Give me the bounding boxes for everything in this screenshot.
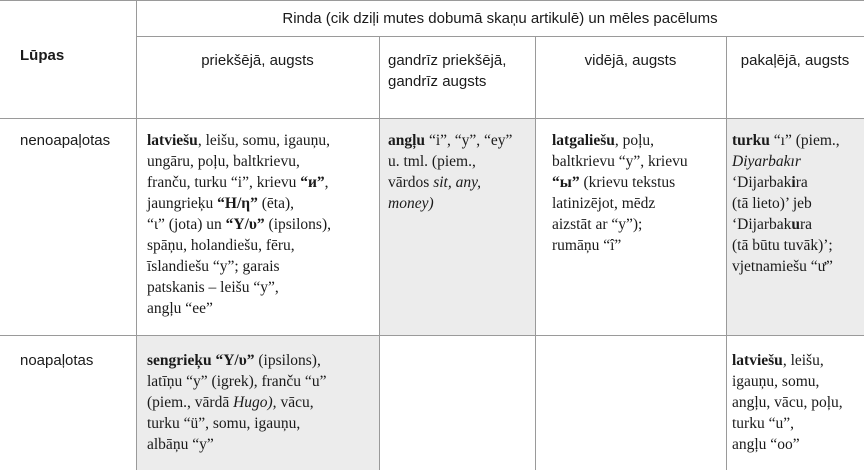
text-segment: angļu “oo” [732, 436, 800, 453]
text-segment: vjetnamiešu “ư” [732, 258, 833, 275]
cell-text-line [732, 256, 862, 277]
text-segment: ‘Dijarbak [732, 216, 792, 233]
text-segment: latgaliešu [552, 132, 615, 149]
grid-line [0, 0, 864, 1]
cell-text-line [732, 434, 862, 455]
text-segment: (tā lieto)’ jeb [732, 195, 812, 212]
cell-text-line [147, 256, 377, 277]
cell-text-line [552, 235, 724, 256]
cell-text-line [732, 151, 862, 172]
text-segment: “Υ/υ” [225, 216, 265, 233]
text-segment: Hugo), [233, 394, 277, 411]
cell-text-line [388, 130, 534, 151]
cell-text-line [147, 298, 377, 319]
cell-text-line [147, 371, 377, 392]
cell-text-line [147, 350, 377, 371]
text-segment: u [791, 216, 801, 233]
cell-text-line [388, 193, 534, 214]
text-segment: ungāru, poļu, baltkrievu, [147, 153, 300, 170]
text-segment: angļu, vācu, poļu, [732, 394, 843, 411]
text-segment: albāņu “y” [147, 436, 214, 453]
text-segment: latviešu [732, 352, 783, 369]
text-segment: ‘Dijarbak [732, 174, 792, 191]
text-segment: money) [388, 195, 434, 212]
cell-text-line [732, 413, 862, 434]
text-segment: , leišu, somu, igauņu, [197, 132, 330, 149]
text-segment: vārdos [388, 174, 434, 191]
text-segment: īslandiešu “y”; garais [147, 258, 280, 275]
text-segment: i [791, 174, 796, 191]
cell-text-line [388, 172, 534, 193]
text-segment: angļu [388, 132, 426, 149]
cell-unrounded-front [147, 130, 377, 319]
column-header-central: vidējā, augsts [584, 52, 677, 69]
cell-text-line [732, 392, 862, 413]
text-segment: “Η/η” [217, 195, 258, 212]
text-segment: (ēta), [257, 195, 294, 212]
cell-text-line [147, 172, 377, 193]
text-segment: angļu “ee” [147, 300, 213, 317]
text-segment: ra [795, 174, 808, 191]
text-segment: jaungrieķu [147, 195, 218, 212]
text-segment: (ipsilons), [254, 352, 321, 369]
cell-text-line [388, 151, 534, 172]
grid-line [726, 36, 727, 470]
text-segment: spāņu, holandiešu, fēru, [147, 237, 295, 254]
text-segment: , poļu, [614, 132, 655, 149]
text-segment: ra [800, 216, 813, 233]
cell-text-line [552, 172, 724, 193]
cell-text-line [147, 214, 377, 235]
cell-rounded-front [147, 350, 377, 455]
cell-unrounded-back [732, 130, 862, 277]
grid-line [0, 335, 864, 336]
grid-line [0, 118, 864, 119]
cell-text-line [552, 151, 724, 172]
text-segment: “и” [300, 174, 325, 191]
text-segment: latviešu [147, 132, 198, 149]
row-label-unrounded: nenoapaļotas [20, 132, 111, 149]
text-segment: sit, any, [433, 174, 481, 191]
text-segment: “ı” (piem., [769, 132, 840, 149]
text-segment: igauņu, somu, [732, 373, 820, 390]
cell-text-line [147, 434, 377, 455]
cell-text-line [732, 350, 862, 371]
cell-text-line [147, 193, 377, 214]
cell-rounded-back [732, 350, 862, 455]
row-label-rounded: noapaļotas [20, 352, 94, 369]
text-segment: aizstāt ar “y”); [552, 216, 643, 233]
cell-text-line [732, 214, 862, 235]
text-segment: “ы” [552, 174, 580, 191]
cell-text-line [147, 235, 377, 256]
text-segment: latīņu “y” (igrek), franču “u” [147, 373, 327, 390]
text-segment: rumāņu “î” [552, 237, 622, 254]
cell-text-line [147, 130, 377, 151]
cell-text-line [147, 277, 377, 298]
text-segment: vācu, [276, 394, 314, 411]
cell-text-line [552, 214, 724, 235]
text-segment: Diyarbakır [732, 153, 801, 170]
top-header: Rinda (cik dziļi mutes dobumā skaņu artikulē) un mēles pacēlums [282, 10, 718, 27]
column-header-front: priekšējā, augsts [201, 52, 314, 69]
cell-text-line [147, 392, 377, 413]
text-segment: (ipsilons), [264, 216, 331, 233]
text-segment: “i”, “y”, “ey” [425, 132, 513, 149]
cell-text-line [732, 371, 862, 392]
text-segment: turku [732, 132, 770, 149]
column-header-near-front: gandrīz priekšējā, gandrīz augsts [388, 52, 507, 90]
text-segment: u. tml. (piem., [388, 153, 476, 170]
text-segment: (piem., vārdā [147, 394, 234, 411]
cell-text-line [552, 130, 724, 151]
grid-line [136, 36, 864, 37]
text-segment: turku “u”, [732, 415, 794, 432]
column-header-back: pakaļējā, augsts [740, 52, 850, 69]
text-segment: “ι” (jota) un [147, 216, 226, 233]
text-segment: franču, turku “i”, krievu [147, 174, 301, 191]
grid-line [379, 36, 380, 470]
text-segment: sengrieķu “Υ/υ” [147, 352, 255, 369]
cell-text-line [147, 413, 377, 434]
lupas-header: Lūpas [20, 47, 65, 64]
cell-text-line [147, 151, 377, 172]
text-segment: patskanis – leišu “y”, [147, 279, 279, 296]
cell-unrounded-near-front [388, 130, 534, 214]
grid-line [535, 36, 536, 470]
text-segment: (tā būtu tuvāk)’; [732, 237, 833, 254]
text-segment: turku “ü”, somu, igauņu, [147, 415, 301, 432]
text-segment: , [324, 174, 329, 191]
cell-unrounded-central [552, 130, 724, 256]
text-segment: , leišu, [782, 352, 824, 369]
cell-text-line [552, 193, 724, 214]
text-segment: (krievu tekstus [579, 174, 676, 191]
cell-text-line [732, 130, 862, 151]
text-segment: baltkrievu “y”, krievu [552, 153, 688, 170]
text-segment: latinizējot, mēdz [552, 195, 656, 212]
cell-text-line [732, 193, 862, 214]
cell-text-line [732, 235, 862, 256]
cell-text-line [732, 172, 862, 193]
